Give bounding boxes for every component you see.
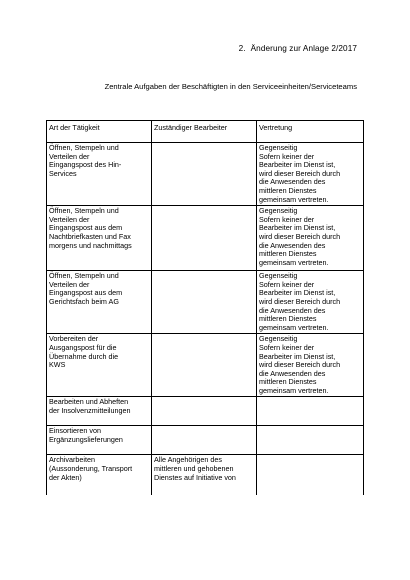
- document-title: Zentrale Aufgaben der Beschäftigten in den Serviceeinheiten/Serviceteams: [104, 82, 357, 91]
- table-row: [47, 143, 364, 206]
- responsible-cell: [152, 397, 257, 426]
- deputy-cell: [257, 426, 364, 455]
- table-row: [47, 455, 364, 496]
- deputy-cell: Gegenseitig Sofern keiner der Bearbeiter im Dienst ist, wird dieser Bereich durch die Anwesenden des mittleren Dienstes gemeinsam vertreten.: [257, 206, 364, 271]
- task-cell: Vorbereiten der Ausgangspost für die Übernahme durch die KWS: [47, 334, 152, 397]
- deputy-cell: Gegenseitig Sofern keiner der Bearbeiter im Dienst ist, wird dieser Bereich durch die Anwesenden des mittleren Dienstes gemeinsam vertreten.: [257, 334, 364, 397]
- table-header-row: [47, 121, 364, 143]
- column-header-deputy: Vertretung: [257, 121, 364, 143]
- responsible-cell: [152, 334, 257, 397]
- column-header-task: Art der Tätigkeit: [47, 121, 152, 143]
- task-cell: Einsortieren von Ergänzungslieferungen: [47, 426, 152, 455]
- task-cell: Bearbeiten und Abheften der Insolvenzmitteilungen: [47, 397, 152, 426]
- deputy-cell: Gegenseitig Sofern keiner der Bearbeiter im Dienst ist, wird dieser Bereich durch die Anwesenden des mittleren Dienstes gemeinsam vertreten.: [257, 143, 364, 206]
- deputy-cell: Gegenseitig Sofern keiner der Bearbeiter im Dienst ist, wird dieser Bereich durch die Anwesenden des mittleren Dienstes gemeinsam vertreten.: [257, 271, 364, 334]
- responsible-cell: Alle Angehörigen des mittleren und gehobenen Dienstes auf Initiative von: [152, 455, 257, 496]
- deputy-cell: [257, 397, 364, 426]
- responsible-cell: [152, 143, 257, 206]
- responsible-cell: [152, 426, 257, 455]
- table-row: [47, 271, 364, 334]
- responsible-cell: [152, 206, 257, 271]
- table-row: [47, 397, 364, 426]
- table-row: [47, 426, 364, 455]
- task-table: [46, 120, 364, 495]
- task-cell: Öffnen, Stempeln und Verteilen der Eingangspost aus dem Gerichtsfach beim AG: [47, 271, 152, 334]
- task-cell: Öffnen, Stempeln und Verteilen der Eingangspost des Hin- Services: [47, 143, 152, 206]
- task-cell: Öffnen, Stempeln und Verteilen der Eingangspost aus dem Nachtbriefkasten und Fax morgens und nachmittags: [47, 206, 152, 271]
- table-row: [47, 206, 364, 271]
- amendment-header: [239, 44, 357, 53]
- amendment-text: Änderung zur Anlage 2/2017: [250, 44, 357, 53]
- table-row: [47, 334, 364, 397]
- task-cell: Archivarbeiten (Aussonderung, Transport der Akten): [47, 455, 152, 496]
- deputy-cell: [257, 455, 364, 496]
- responsible-cell: [152, 271, 257, 334]
- column-header-responsible: Zuständiger Bearbeiter: [152, 121, 257, 143]
- amendment-number: 2.: [238, 44, 246, 53]
